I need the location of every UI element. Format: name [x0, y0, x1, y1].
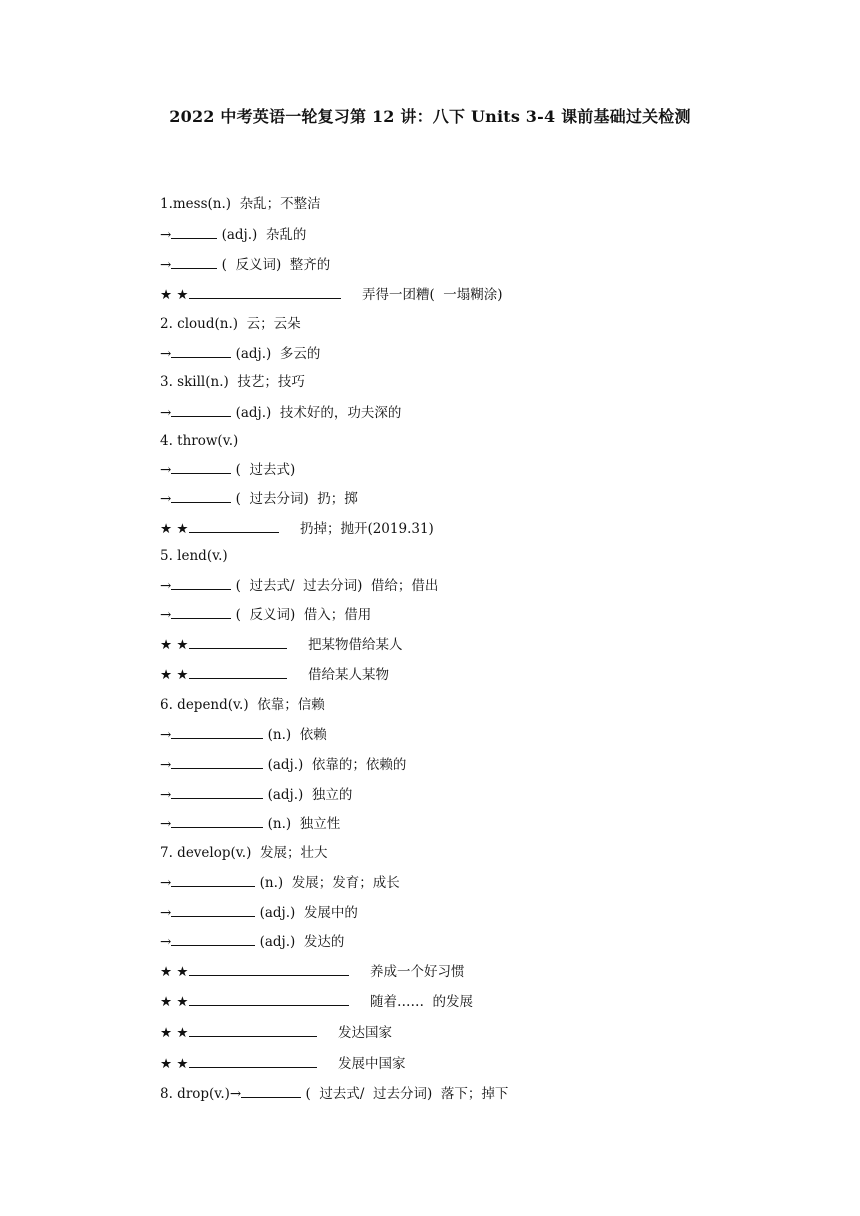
exercise-line	[160, 634, 402, 655]
exercise-line	[160, 284, 503, 305]
line-prefix: →	[160, 257, 172, 273]
line-prefix: 2. cloud(n.) 云；云朵	[160, 316, 301, 332]
exercise-line	[160, 664, 389, 685]
line-prefix: →	[160, 727, 172, 743]
line-prefix: →	[160, 405, 172, 421]
answer-blank[interactable]	[171, 224, 217, 239]
line-hint: (adj.) 多云的	[231, 346, 321, 362]
line-hint: ( 反义词) 整齐的	[217, 257, 331, 273]
line-hint: ( 过去分词) 扔；掷	[231, 491, 358, 507]
line-hint: ( 过去式/ 过去分词) 借给；借出	[231, 578, 439, 594]
line-prefix: →	[160, 491, 172, 507]
answer-blank[interactable]	[171, 575, 231, 590]
line-hint: 借给某人某物	[286, 667, 389, 683]
exercise-line	[160, 724, 327, 745]
answer-blank[interactable]	[171, 754, 263, 769]
answer-blank[interactable]	[171, 872, 255, 887]
line-prefix: →	[160, 816, 172, 832]
line-prefix: ★ ★	[160, 521, 189, 537]
line-hint: 随着…… 的发展	[348, 994, 474, 1010]
line-prefix: ★ ★	[160, 1056, 189, 1072]
exercise-line	[160, 754, 406, 775]
exercise-line	[160, 931, 344, 952]
line-prefix: ★ ★	[160, 1025, 189, 1041]
answer-blank[interactable]	[189, 1022, 317, 1037]
exercise-line	[160, 314, 301, 334]
exercise-line	[160, 518, 434, 539]
line-prefix: →	[160, 787, 172, 803]
line-hint: (adj.) 依靠的；依赖的	[263, 757, 407, 773]
line-prefix: ★ ★	[160, 637, 189, 653]
line-hint: (adj.) 杂乱的	[217, 227, 307, 243]
answer-blank[interactable]	[171, 402, 231, 417]
answer-blank[interactable]	[241, 1083, 301, 1098]
answer-blank[interactable]	[171, 343, 231, 358]
exercise-line	[160, 784, 352, 805]
exercise-line	[160, 1053, 405, 1074]
answer-blank[interactable]	[171, 488, 231, 503]
line-prefix: 7. develop(v.) 发展；壮大	[160, 845, 328, 861]
line-hint: 发达国家	[316, 1025, 392, 1041]
exercise-line	[160, 604, 371, 625]
line-hint: 弄得一团糟( 一塌糊涂)	[340, 287, 503, 303]
line-hint: ( 过去式/ 过去分词) 落下；掉下	[301, 1086, 509, 1102]
line-hint: ( 反义词) 借入；借用	[231, 607, 372, 623]
line-prefix: 1.mess(n.) 杂乱；不整洁	[160, 196, 321, 212]
exercise-line	[160, 575, 438, 596]
line-prefix: 5. lend(v.)	[160, 548, 228, 564]
answer-blank[interactable]	[171, 813, 263, 828]
answer-blank[interactable]	[171, 784, 263, 799]
exercise-line	[160, 343, 320, 364]
line-prefix: 4. throw(v.)	[160, 433, 239, 449]
answer-blank[interactable]	[189, 518, 279, 533]
exercise-line	[160, 194, 321, 214]
line-hint: 扔掉；抛开(2019.31)	[278, 521, 434, 537]
line-hint: (adj.) 发展中的	[255, 905, 358, 921]
answer-blank[interactable]	[171, 902, 255, 917]
exercise-line	[160, 843, 327, 863]
exercise-line	[160, 695, 325, 715]
line-hint: (n.) 独立性	[263, 816, 341, 832]
line-hint: ( 过去式)	[231, 462, 296, 478]
line-hint: 养成一个好习惯	[348, 964, 465, 980]
line-prefix: 3. skill(n.) 技艺；技巧	[160, 374, 305, 390]
exercise-line	[160, 372, 305, 392]
line-prefix: →	[160, 462, 172, 478]
exercise-line	[160, 961, 464, 982]
answer-blank[interactable]	[189, 1053, 317, 1068]
line-hint: (adj.) 发达的	[255, 934, 345, 950]
line-prefix: →	[160, 875, 172, 891]
line-prefix: 8. drop(v.)→	[160, 1086, 242, 1102]
exercise-line	[160, 224, 306, 245]
answer-blank[interactable]	[189, 991, 349, 1006]
line-prefix: →	[160, 905, 172, 921]
line-prefix: ★ ★	[160, 287, 189, 303]
line-hint: (n.) 依赖	[263, 727, 327, 743]
answer-blank[interactable]	[171, 931, 255, 946]
answer-blank[interactable]	[171, 604, 231, 619]
line-prefix: →	[160, 934, 172, 950]
line-prefix: →	[160, 757, 172, 773]
line-hint: 发展中国家	[316, 1056, 406, 1072]
exercise-line	[160, 1022, 392, 1043]
exercise-line	[160, 991, 473, 1012]
answer-blank[interactable]	[189, 284, 341, 299]
line-hint: (adj.) 技术好的，功夫深的	[231, 405, 402, 421]
exercise-line	[160, 254, 330, 275]
answer-blank[interactable]	[171, 724, 263, 739]
exercise-line	[160, 488, 358, 509]
page-title: 2022 中考英语一轮复习第 12 讲：八下 Units 3-4 课前基础过关检测	[169, 107, 691, 126]
line-hint: 把某物借给某人	[286, 637, 403, 653]
line-prefix: ★ ★	[160, 964, 189, 980]
exercise-line	[160, 459, 295, 480]
answer-blank[interactable]	[189, 634, 287, 649]
exercise-line	[160, 902, 358, 923]
exercise-line	[160, 546, 228, 566]
line-prefix: →	[160, 227, 172, 243]
exercise-line	[160, 872, 400, 893]
line-prefix: →	[160, 346, 172, 362]
line-prefix: →	[160, 607, 172, 623]
line-prefix: →	[160, 578, 172, 594]
answer-blank[interactable]	[189, 664, 287, 679]
exercise-line	[160, 1083, 508, 1104]
line-prefix: ★ ★	[160, 994, 189, 1010]
exercise-line	[160, 813, 340, 834]
line-prefix: 6. depend(v.) 依靠；信赖	[160, 697, 325, 713]
answer-blank[interactable]	[189, 961, 349, 976]
line-hint: (n.) 发展；发育；成长	[255, 875, 400, 891]
exercise-line	[160, 431, 238, 451]
answer-blank[interactable]	[171, 459, 231, 474]
line-hint: (adj.) 独立的	[263, 787, 353, 803]
line-prefix: ★ ★	[160, 667, 189, 683]
exercise-line	[160, 402, 401, 423]
answer-blank[interactable]	[171, 254, 217, 269]
